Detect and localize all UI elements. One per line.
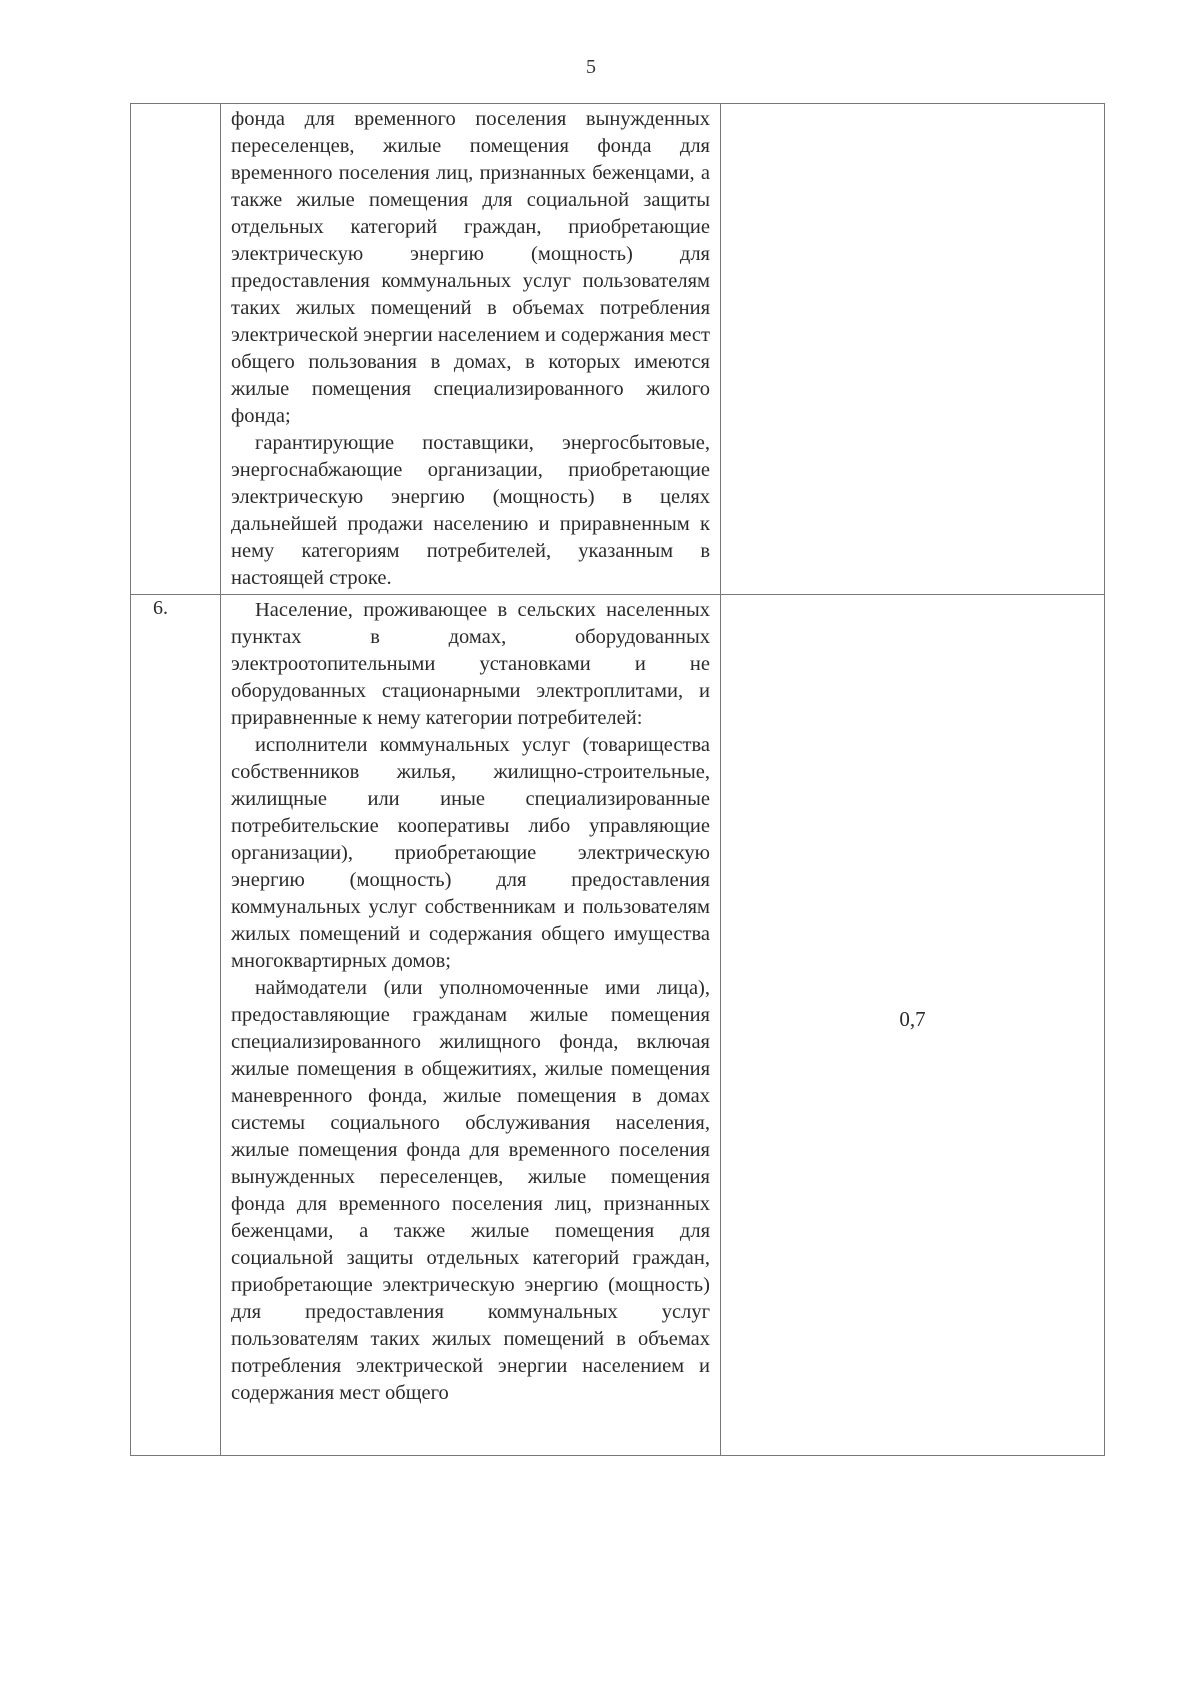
row-description-cell bbox=[221, 595, 721, 1456]
description-paragraph: Население, проживающее в сельских населенных пунктах в домах, оборудованных электроотопительными установками и не оборудованных стационарными электроплитами, и приравненные к нему категории потребителей: bbox=[231, 599, 710, 729]
description-paragraph: наймодатели (или уполномоченные ими лица), предоставляющие гражданам жилые помещения специализированного жилищного фонда, включая жилые помещения в общежитиях, жилые помещения маневренного фонда, жилые помещения в домах системы социального обслуживания населения, жилые помещения фонда для временного поселения вынужденных переселенцев, жилые помещения фонда для временного поселения лиц, признанных беженцами, а также жилые помещения для социальной защиты отдельных категорий граждан, приобретающие электрическую энергию (мощность) для предоставления коммунальных услуг пользователям таких жилых помещений в объемах потребления электрической энергии населением и содержания мест общего bbox=[231, 977, 710, 1404]
row-value-cell bbox=[721, 595, 1105, 1456]
table-row-6 bbox=[131, 595, 1105, 1456]
row-number-cell bbox=[131, 104, 221, 595]
description-paragraph: фонда для временного поселения вынужденных переселенцев, жилые помещения фонда для временного поселения лиц, признанных беженцами, а также жилые помещения для социальной защиты отдельных категорий граждан, приобретающие электрическую энергию (мощность) для предоставления коммунальных услуг пользователям таких жилых помещений в объемах потребления электрической энергии населением и содержания мест общего пользования в домах, в которых имеются жилые помещения специализированного жилого фонда; bbox=[231, 108, 710, 427]
row-value-cell bbox=[721, 104, 1105, 595]
row-description-cell bbox=[221, 104, 721, 595]
tariff-coefficient-table bbox=[130, 103, 1105, 1456]
description-paragraph: исполнители коммунальных услуг (товарищества собственников жилья, жилищно-строительные, жилищные или иные специализированные потребительские кооперативы либо управляющие организации), приобретающие электрическую энергию (мощность) для предоставления коммунальных услуг собственникам и пользователям жилых помещений и содержания общего имущества многоквартирных домов; bbox=[231, 734, 710, 972]
description-paragraph: гарантирующие поставщики, энергосбытовые, энергоснабжающие организации, приобретающие электрическую энергию (мощность) в целях дальнейшей продажи населению и приравненным к нему категориям потребителей, указанным в настоящей строке. bbox=[231, 432, 710, 589]
table-row-continuation bbox=[131, 104, 1105, 595]
coefficient-value: 0,7 bbox=[899, 1007, 926, 1031]
page-number: 5 bbox=[586, 56, 596, 78]
row-number-cell: 6. bbox=[131, 595, 221, 1456]
